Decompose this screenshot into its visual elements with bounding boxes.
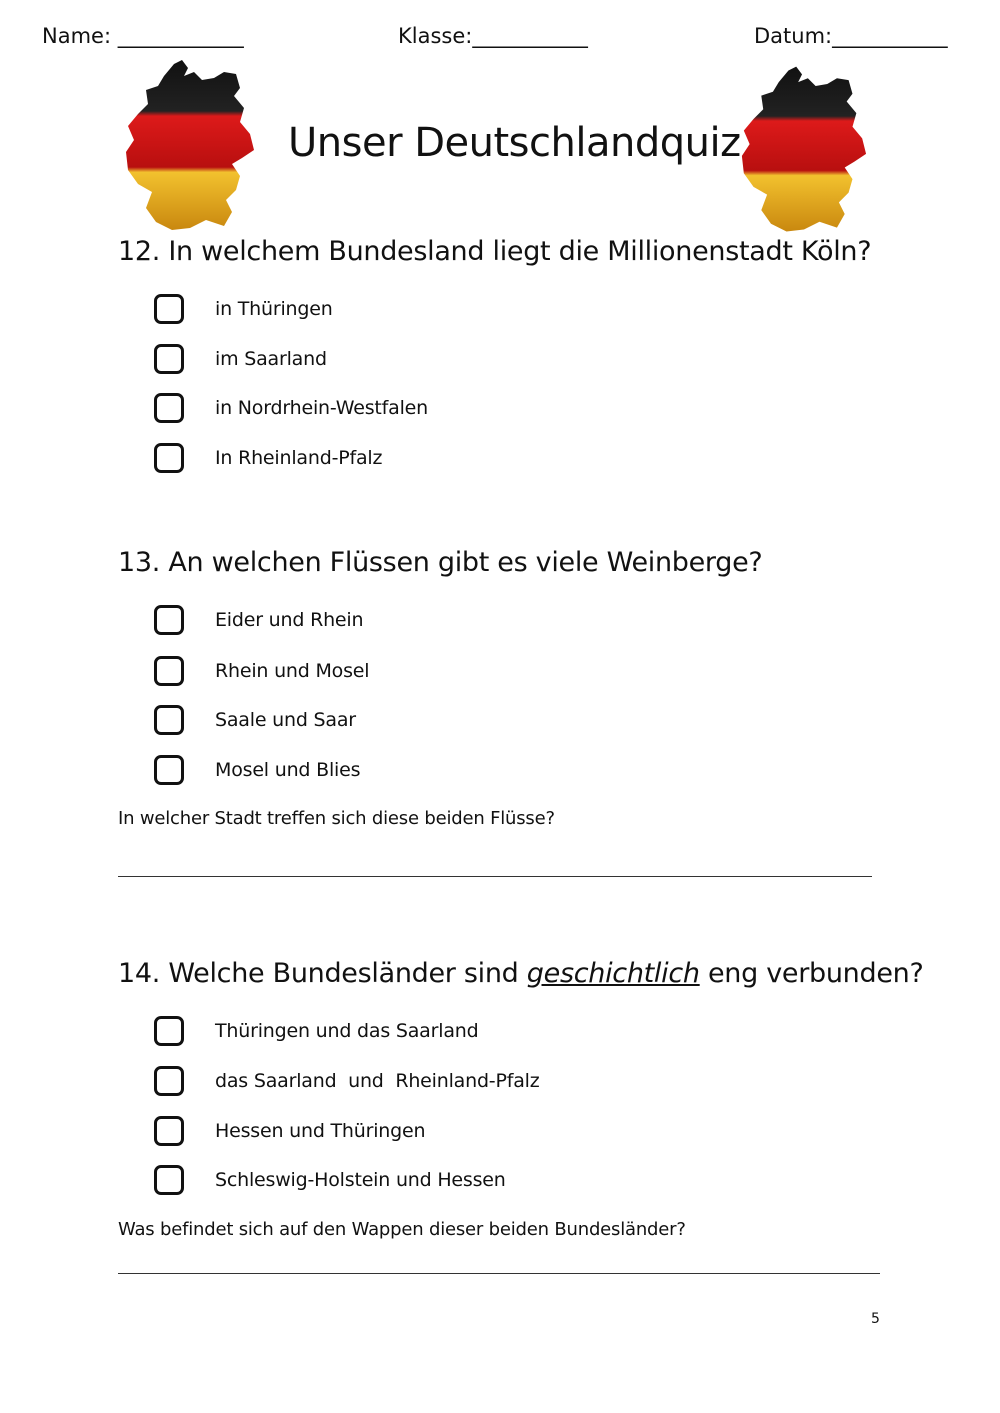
question-14-option[interactable] [154, 1113, 425, 1149]
checkbox[interactable] [154, 344, 184, 374]
checkbox[interactable] [154, 443, 184, 473]
option-label: das Saarland und Rheinland-Pfalz [215, 1070, 540, 1092]
checkbox[interactable] [154, 705, 184, 735]
answer-line-14[interactable] [118, 1273, 880, 1274]
question-14-number: 14. [118, 958, 161, 989]
question-13-heading [118, 547, 762, 578]
question-12-option[interactable] [154, 440, 382, 476]
option-label: in Nordrhein-Westfalen [215, 397, 429, 419]
option-label: Hessen und Thüringen [215, 1120, 426, 1142]
option-label: Mosel und Blies [215, 759, 361, 781]
option-label: im Saarland [215, 348, 327, 370]
question-12-option[interactable] [154, 291, 333, 327]
checkbox[interactable] [154, 294, 184, 324]
question-13-option[interactable] [154, 602, 363, 638]
option-label: Rhein und Mosel [215, 660, 370, 682]
checkbox[interactable] [154, 656, 184, 686]
name-field-label[interactable]: Name: ____________ [42, 24, 244, 48]
question-14-emphasis: geschichtlich [526, 958, 700, 989]
question-13-follow-up: In welcher Stadt treffen sich diese beiden Flüsse? [118, 808, 555, 829]
question-12-heading [118, 236, 871, 267]
answer-line-13[interactable] [118, 876, 872, 877]
germany-flag-map-left [122, 60, 256, 232]
question-13-number: 13. [118, 547, 161, 578]
question-12-option[interactable] [154, 390, 428, 426]
option-label: In Rheinland-Pfalz [215, 447, 383, 469]
question-14-option[interactable] [154, 1013, 478, 1049]
question-14-option[interactable] [154, 1063, 540, 1099]
date-field-label[interactable]: Datum:___________ [754, 24, 948, 48]
page-title: Unser Deutschlandquiz [288, 120, 741, 166]
class-field-label[interactable]: Klasse:___________ [398, 24, 588, 48]
checkbox[interactable] [154, 1165, 184, 1195]
checkbox[interactable] [154, 393, 184, 423]
question-13-option[interactable] [154, 752, 360, 788]
checkbox[interactable] [154, 1016, 184, 1046]
germany-flag-map-right [738, 66, 868, 234]
checkbox[interactable] [154, 755, 184, 785]
question-14-text-before: Welche Bundesländer sind [168, 958, 519, 989]
question-13-option[interactable] [154, 653, 369, 689]
checkbox[interactable] [154, 605, 184, 635]
option-label: in Thüringen [215, 298, 333, 320]
question-12-text: In welchem Bundesland liegt die Millionenstadt Köln? [168, 236, 872, 267]
option-label: Schleswig-Holstein und Hessen [215, 1169, 506, 1191]
question-13-option[interactable] [154, 702, 356, 738]
question-12-option[interactable] [154, 341, 327, 377]
question-14-option[interactable] [154, 1162, 506, 1198]
question-12-number: 12. [118, 236, 161, 267]
checkbox[interactable] [154, 1066, 184, 1096]
question-13-text: An welchen Flüssen gibt es viele Weinberge? [168, 547, 763, 578]
question-14-heading [118, 958, 923, 989]
option-label: Thüringen und das Saarland [215, 1020, 479, 1042]
page-number: 5 [871, 1311, 880, 1327]
option-label: Eider und Rhein [215, 609, 364, 631]
checkbox[interactable] [154, 1116, 184, 1146]
question-14-follow-up: Was befindet sich auf den Wappen dieser beiden Bundesländer? [118, 1219, 686, 1240]
question-14-text-after: eng verbunden? [707, 958, 924, 989]
option-label: Saale und Saar [215, 709, 356, 731]
